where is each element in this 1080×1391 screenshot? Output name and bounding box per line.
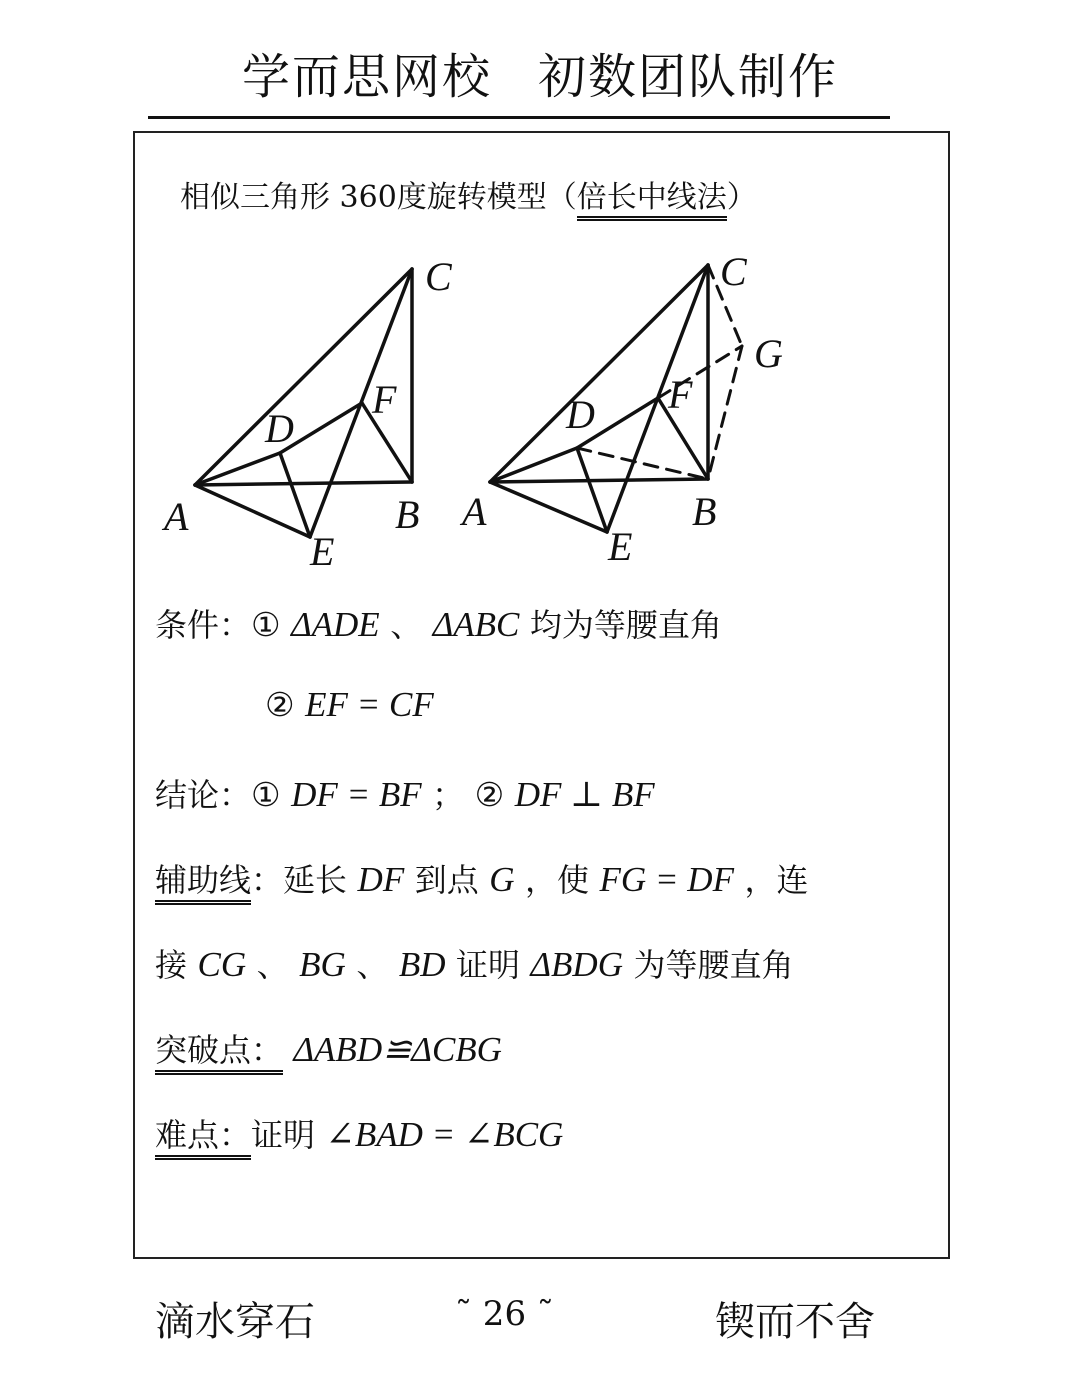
auxiliary-text-prove: 证明 — [455, 946, 520, 984]
right-label-G: G — [754, 331, 783, 376]
left-label-C: C — [425, 254, 452, 299]
auxiliary-text-join: 接 — [155, 946, 188, 984]
right-label-A: A — [462, 489, 487, 534]
left-label-E: E — [310, 529, 335, 574]
auxiliary-text-extend: 延长 — [283, 861, 348, 899]
auxiliary-segment-cg: CG — [197, 945, 247, 984]
difficulty-line — [155, 1110, 563, 1156]
auxiliary-text-isosceles: 为等腰直角 — [633, 946, 794, 984]
auxiliary-colon: ： — [251, 861, 284, 899]
header-school: 学而思网校 — [241, 49, 492, 105]
auxiliary-point-g: G — [489, 860, 515, 899]
conclusion-2-number: ② — [474, 775, 505, 814]
condition-2-expression: EF = CF — [305, 685, 434, 724]
right-label-D: D — [566, 392, 595, 437]
right-AB — [490, 479, 708, 482]
left-AB — [195, 482, 412, 485]
condition-1-triangle-abc: ΔABC — [432, 605, 520, 644]
auxiliary-line-2 — [155, 940, 794, 986]
conclusion-1-expression: DF = BF — [291, 775, 422, 814]
auxiliary-text-to-point: 到点 — [414, 861, 479, 899]
condition-2-number: ② — [265, 685, 295, 724]
right-GB — [708, 346, 742, 479]
auxiliary-separator-1: 、 — [256, 946, 289, 984]
title-close: ） — [726, 180, 757, 215]
difficulty-label: 难点： — [155, 1116, 251, 1160]
title-method: 倍长中线法 — [577, 180, 727, 221]
condition-1-separator: 、 — [390, 606, 423, 644]
right-label-F: F — [668, 372, 693, 417]
page-number: ˜ 26 ˜ — [455, 1294, 554, 1334]
auxiliary-text-so-that: ，使 — [525, 861, 590, 899]
auxiliary-expression-fg: FG = DF — [599, 860, 734, 899]
condition-line-2 — [265, 685, 434, 725]
left-label-B: B — [395, 492, 420, 537]
auxiliary-segment-bd: BD — [398, 945, 446, 984]
right-label-B: B — [692, 489, 717, 534]
right-AE — [490, 482, 607, 532]
auxiliary-triangle-bdg: ΔBDG — [530, 945, 623, 984]
difficulty-text: 证明 — [251, 1116, 316, 1154]
left-label-F: F — [372, 377, 397, 422]
breakthrough-line — [155, 1025, 502, 1071]
left-AD — [195, 453, 280, 485]
conditions-label: 条件： — [155, 606, 252, 644]
conclusion-1-number: ① — [251, 775, 281, 814]
right-label-E: E — [608, 524, 633, 569]
difficulty-expression: ∠BAD = ∠BCG — [325, 1115, 564, 1154]
title-main: 相似三角形 360度旋转模型（ — [180, 180, 577, 215]
footer-left-motto: 滴水穿石 — [155, 1299, 315, 1345]
conclusion-separator: ； — [432, 776, 465, 814]
auxiliary-label: 辅助线 — [155, 861, 251, 905]
condition-1-triangle-ade: ΔADE — [291, 605, 380, 644]
right-DB — [577, 448, 708, 479]
header-rule — [148, 116, 890, 119]
breakthrough-expression: ΔABD≌ΔCBG — [293, 1030, 502, 1069]
auxiliary-separator-2: 、 — [356, 946, 389, 984]
right-AD — [490, 448, 577, 482]
condition-1-text: 均为等腰直角 — [529, 606, 722, 644]
conclusion-line — [155, 770, 655, 816]
conclusion-label: 结论： — [155, 776, 252, 814]
condition-1-number: ① — [251, 605, 281, 644]
auxiliary-segment-df: DF — [357, 860, 405, 899]
condition-line-1 — [155, 600, 722, 646]
geometry-figure — [150, 245, 850, 575]
left-label-D: D — [265, 406, 294, 451]
model-title — [180, 172, 757, 216]
page-header — [0, 38, 1080, 107]
conclusion-2-expression: DF ⊥ BF — [514, 775, 655, 814]
breakthrough-label: 突破点： — [155, 1031, 283, 1075]
auxiliary-text-connect: ，连 — [744, 861, 809, 899]
auxiliary-segment-bg: BG — [299, 945, 346, 984]
auxiliary-line-1 — [155, 855, 808, 901]
left-label-A: A — [164, 494, 189, 539]
header-team: 初数团队制作 — [538, 49, 839, 105]
right-label-C: C — [720, 249, 747, 294]
footer-right-motto: 锲而不舍 — [715, 1299, 875, 1345]
